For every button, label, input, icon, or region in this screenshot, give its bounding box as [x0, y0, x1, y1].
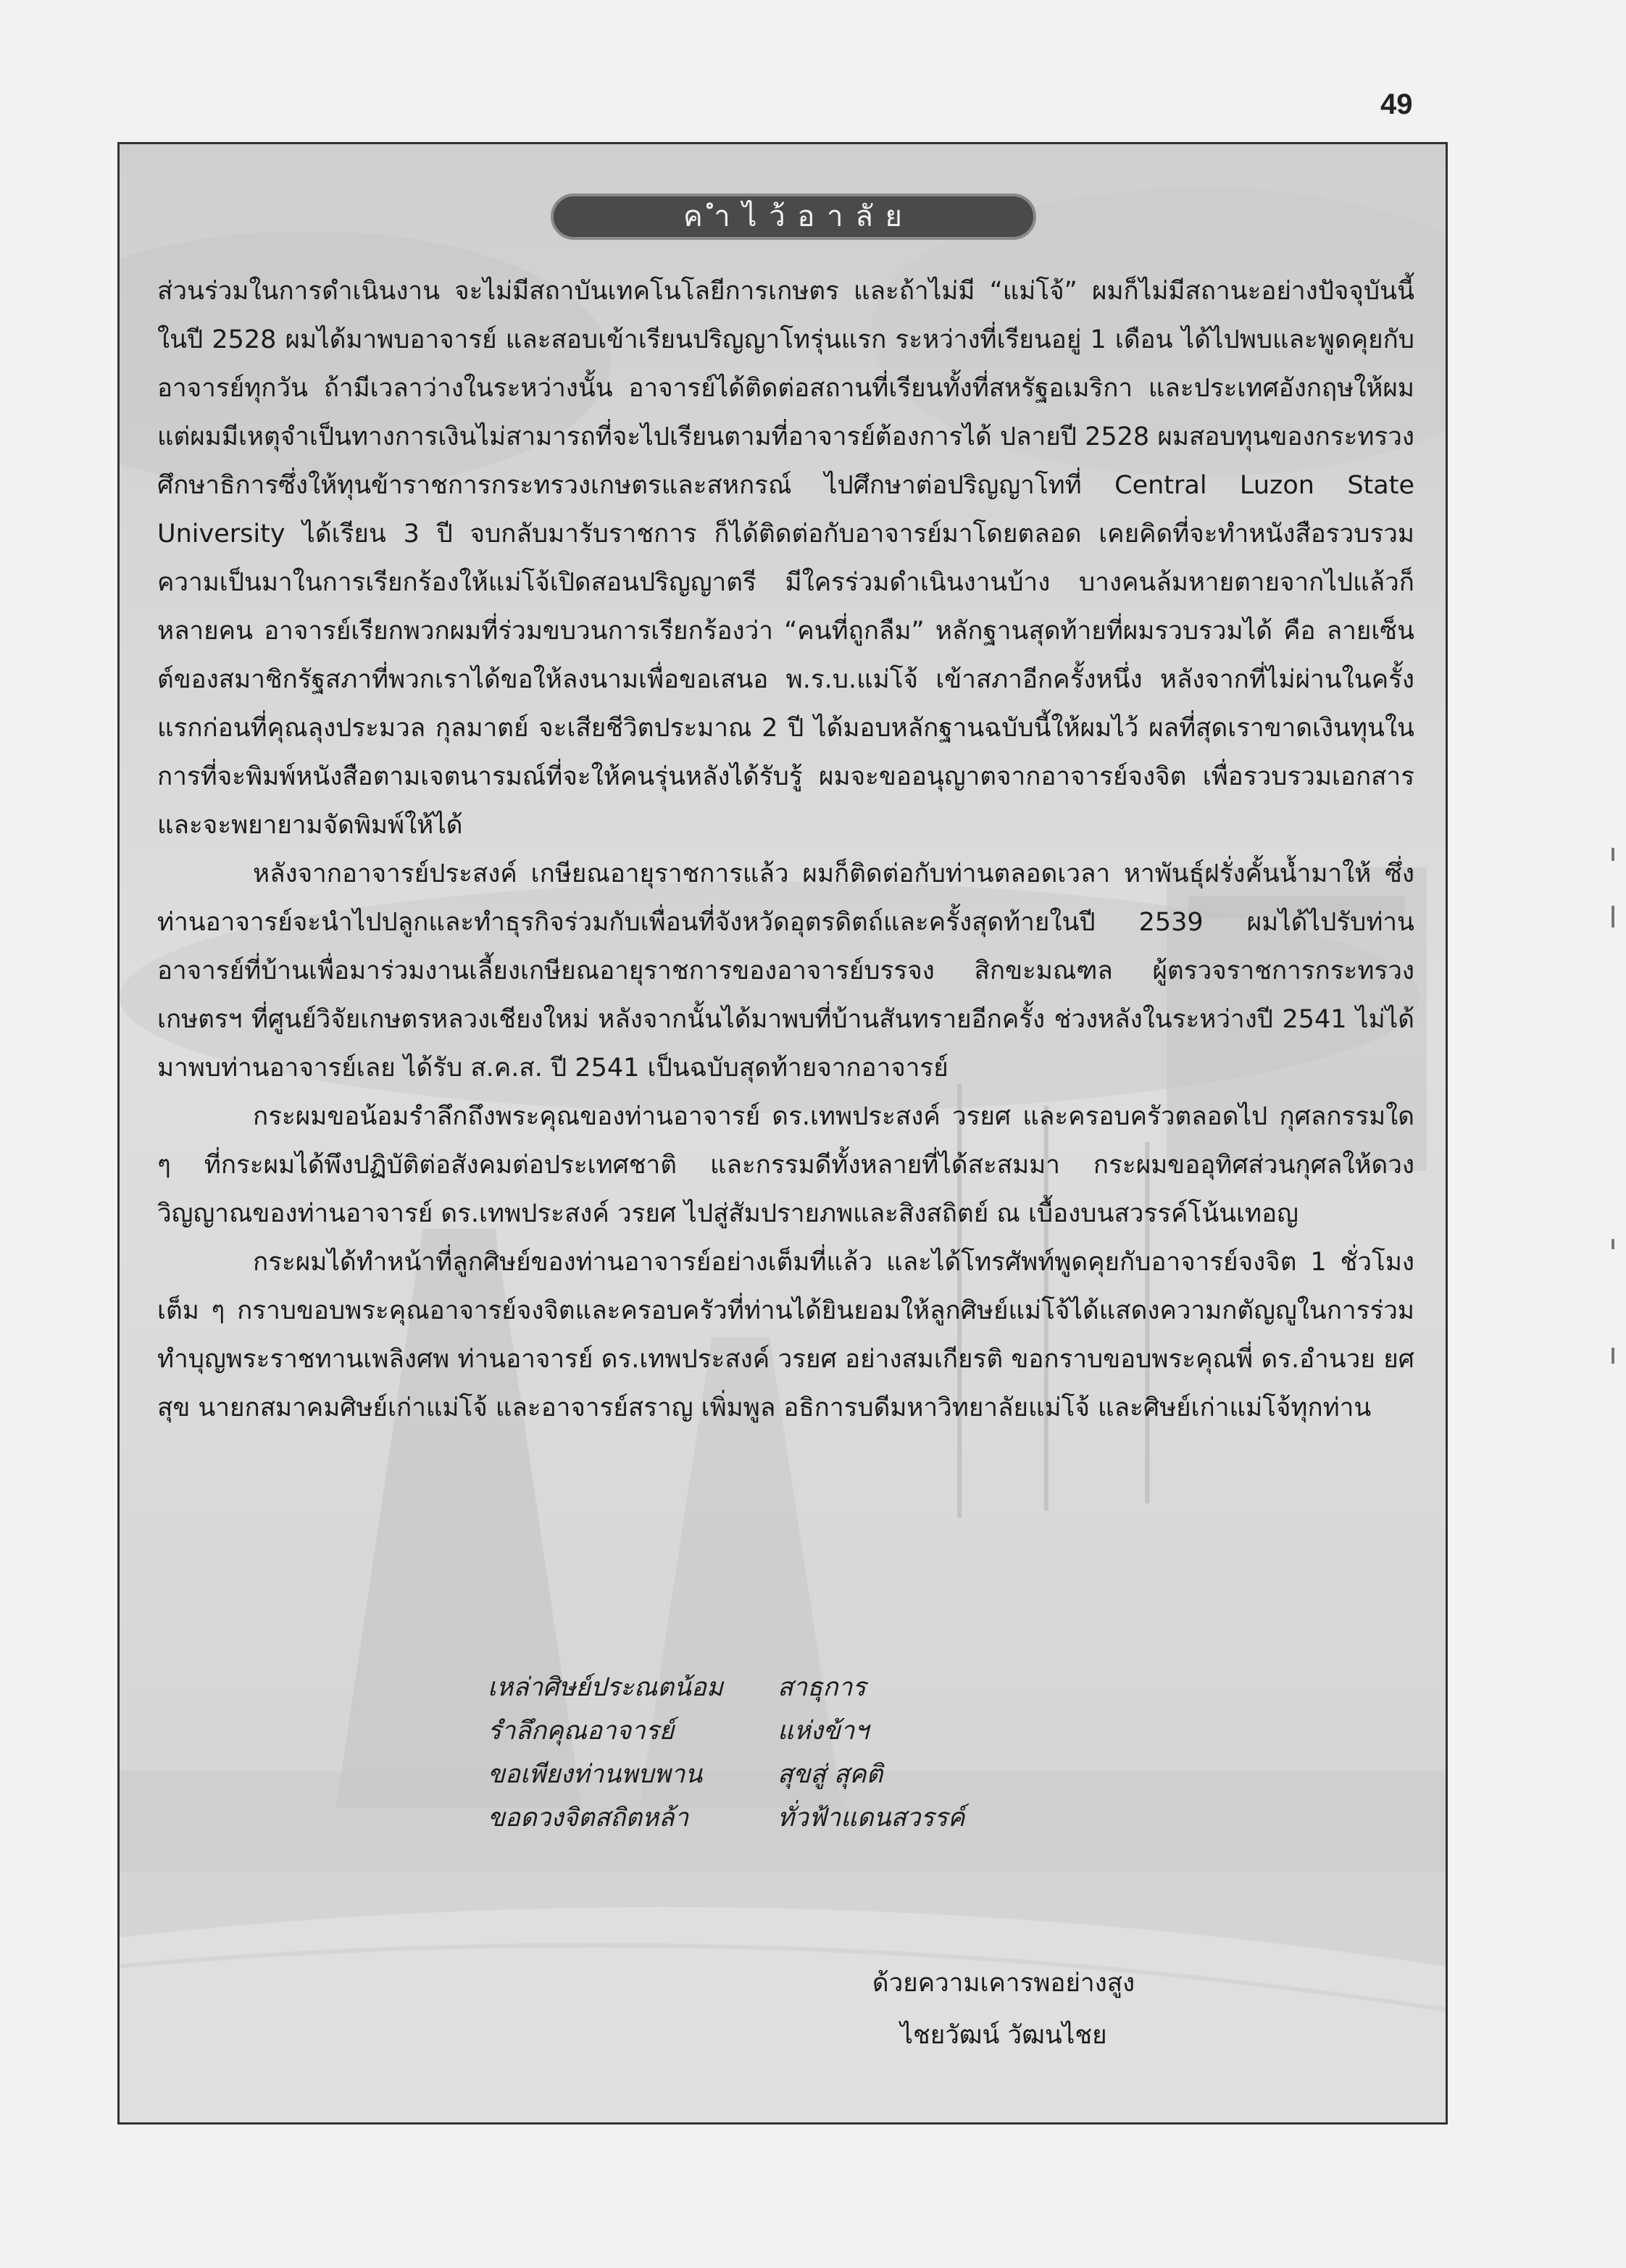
poem-line	[488, 1709, 1140, 1753]
paragraph: กระผมขอน้อมรำลึกถึงพระคุณของท่านอาจารย์ ดร.เทพประสงค์ วรยศ และครอบครัวตลอดไป กุศลกรรมใด ๆ ที่กระผมได้พึงปฏิบัติต่อสังคมต่อประเทศชาติ และกรรมดีทั้งหลายที่ได้สะสมมา กระผมขออุทิศส่วนกุศลให้ดวงวิญญาณของท่านอาจารย์ ดร.เทพประสงค์ วรยศ ไปสู่สัมปรายภพและสิงสถิตย์ ณ เบื้องบนสวรรค์โน้นเทอญ	[157, 1102, 1414, 1228]
poem-verse: เหล่าศิษย์ประณตน้อม	[488, 1673, 723, 1702]
paragraph: หลังจากอาจารย์ประสงค์ เกษียณอายุราชการแล้ว ผมก็ติดต่อกับท่านตลอดเวลา หาพันธุ์ฝรั่งคั้นน้ำมาให้ ซึ่งท่านอาจารย์จะนำไปปลูกและทำธุรกิจร่วมกับเพื่อนที่จังหวัดอุตรดิตถ์และครั้งสุดท้ายในปี 2539 ผมได้ไปรับท่านอาจารย์ที่บ้านเพื่อมาร่วมงานเลี้ยงเกษียณอายุราชการของอาจารย์บรรจง สิกขะมณฑล ผู้ตรวจราชการกระทรวงเกษตรฯ ที่ศูนย์วิจัยเกษตรหลวงเชียงใหม่ หลังจากนั้นได้มาพบที่บ้านสันทรายอีกครั้ง ช่วงหลังในระหว่างปี 2541 ไม่ได้มาพบท่านอาจารย์เลย ได้รับ ส.ค.ส. ปี 2541 เป็นฉบับสุดท้ายจากอาจารย์	[157, 859, 1414, 1083]
poem-verse: ขอเพียงท่านพบพาน	[488, 1760, 703, 1789]
scan-edge-marks	[1612, 848, 1617, 1369]
page-title: ค ำ ไ ว้ อ า ลั ย	[551, 193, 1036, 240]
tribute-poem	[488, 1666, 1140, 1840]
poem-verse: สาธุการ	[777, 1673, 867, 1702]
paragraph: ส่วนร่วมในการดำเนินงาน จะไม่มีสถาบันเทคโนโลยีการเกษตร และถ้าไม่มี “แม่โจ้” ผมก็ไม่มีสถานะอย่างปัจจุบันนี้ ในปี 2528 ผมได้มาพบอาจารย์ และสอบเข้าเรียนปริญญาโทรุ่นแรก ระหว่างที่เรียนอยู่ 1 เดือน ได้ไปพบและพูดคุยกับอาจารย์ทุกวัน ถ้ามีเวลาว่างในระหว่างนั้น อาจารย์ได้ติดต่อสถานที่เรียนทั้งที่สหรัฐอเมริกา และประเทศอังกฤษให้ผม แต่ผมมีเหตุจำเป็นทางการเงินไม่สามารถที่จะไปเรียนตามที่อาจารย์ต้องการได้ ปลายปี 2528 ผมสอบทุนของกระทรวงศึกษาธิการซึ่งให้ทุนข้าราชการกระทรวงเกษตรและสหกรณ์ ไปศึกษาต่อปริญญาโทที่ Central Luzon State University ได้เรียน 3 ปี จบกลับมารับราชการ ก็ได้ติดต่อกับอาจารย์มาโดยตลอด เคยคิดที่จะทำหนังสือรวบรวมความเป็นมาในการเรียกร้องให้แม่โจ้เปิดสอนปริญญาตรี มีใครร่วมดำเนินงานบ้าง บางคนล้มหายตายจากไปแล้วก็หลายคน อาจารย์เรียกพวกผมที่ร่วมขบวนการเรียกร้องว่า “คนที่ถูกลืม” หลักฐานสุดท้ายที่ผมรวบรวมได้ คือ ลายเซ็นต์ของสมาชิกรัฐสภาที่พวกเราได้ขอให้ลงนามเพื่อขอเสนอ พ.ร.บ.แม่โจ้ เข้าสภาอีกครั้งหนึ่ง หลังจากที่ไม่ผ่านในครั้งแรกก่อนที่คุณลุงประมวล กุลมาตย์ จะเสียชีวิตประมาณ 2 ปี ได้มอบหลักฐานฉบับนี้ให้ผมไว้ ผลที่สุดเราขาดเงินทุนในการที่จะพิมพ์หนังสือตามเจตนารมณ์ที่จะให้คนรุ่นหลังได้รับรู้ ผมจะขออนุญาตจากอาจารย์จงจิต เพื่อรวบรวมเอกสารและจะพยายามจัดพิมพ์ให้ได้	[157, 277, 1414, 840]
page-number: 49	[1380, 88, 1413, 120]
poem-verse: สุขสู่ สุคติ	[777, 1760, 883, 1789]
memorial-text	[157, 267, 1414, 1433]
poem-verse: แห่งข้าฯ	[777, 1717, 869, 1746]
signature-block	[743, 1957, 1264, 2061]
poem-line	[488, 1666, 1140, 1709]
poem-verse: รำลึกคุณอาจารย์	[488, 1717, 675, 1746]
poem-line	[488, 1753, 1140, 1796]
poem-verse: ทั่วฟ้าแดนสวรรค์	[777, 1804, 965, 1833]
memorial-frame	[117, 142, 1448, 2125]
paragraph: กระผมได้ทำหน้าที่ลูกศิษย์ของท่านอาจารย์อย่างเต็มที่แล้ว และได้โทรศัพท์พูดคุยกับอาจารย์จงจิต 1 ชั่วโมงเต็ม ๆ กราบขอบพระคุณอาจารย์จงจิตและครอบครัวที่ท่านได้ยินยอมให้ลูกศิษย์แม่โจ้ได้แสดงความกตัญญูในการร่วมทำบุญพระราชทานเพลิงศพ ท่านอาจารย์ ดร.เทพประสงค์ วรยศ อย่างสมเกียรติ ขอกราบขอบพระคุณพี่ ดร.อำนวย ยศสุข นายกสมาคมศิษย์เก่าแม่โจ้ และอาจารย์สราญ เพิ่มพูล อธิการบดีมหาวิทยาลัยแม่โจ้ และศิษย์เก่าแม่โจ้ทุกท่าน	[157, 1248, 1414, 1422]
poem-line	[488, 1796, 1140, 1840]
author-name: ไชยวัฒน์ วัฒนไชย	[900, 2021, 1107, 2050]
poem-verse: ขอดวงจิตสถิตหล้า	[488, 1804, 689, 1833]
closing-line: ด้วยความเคารพอย่างสูง	[872, 1969, 1135, 1998]
